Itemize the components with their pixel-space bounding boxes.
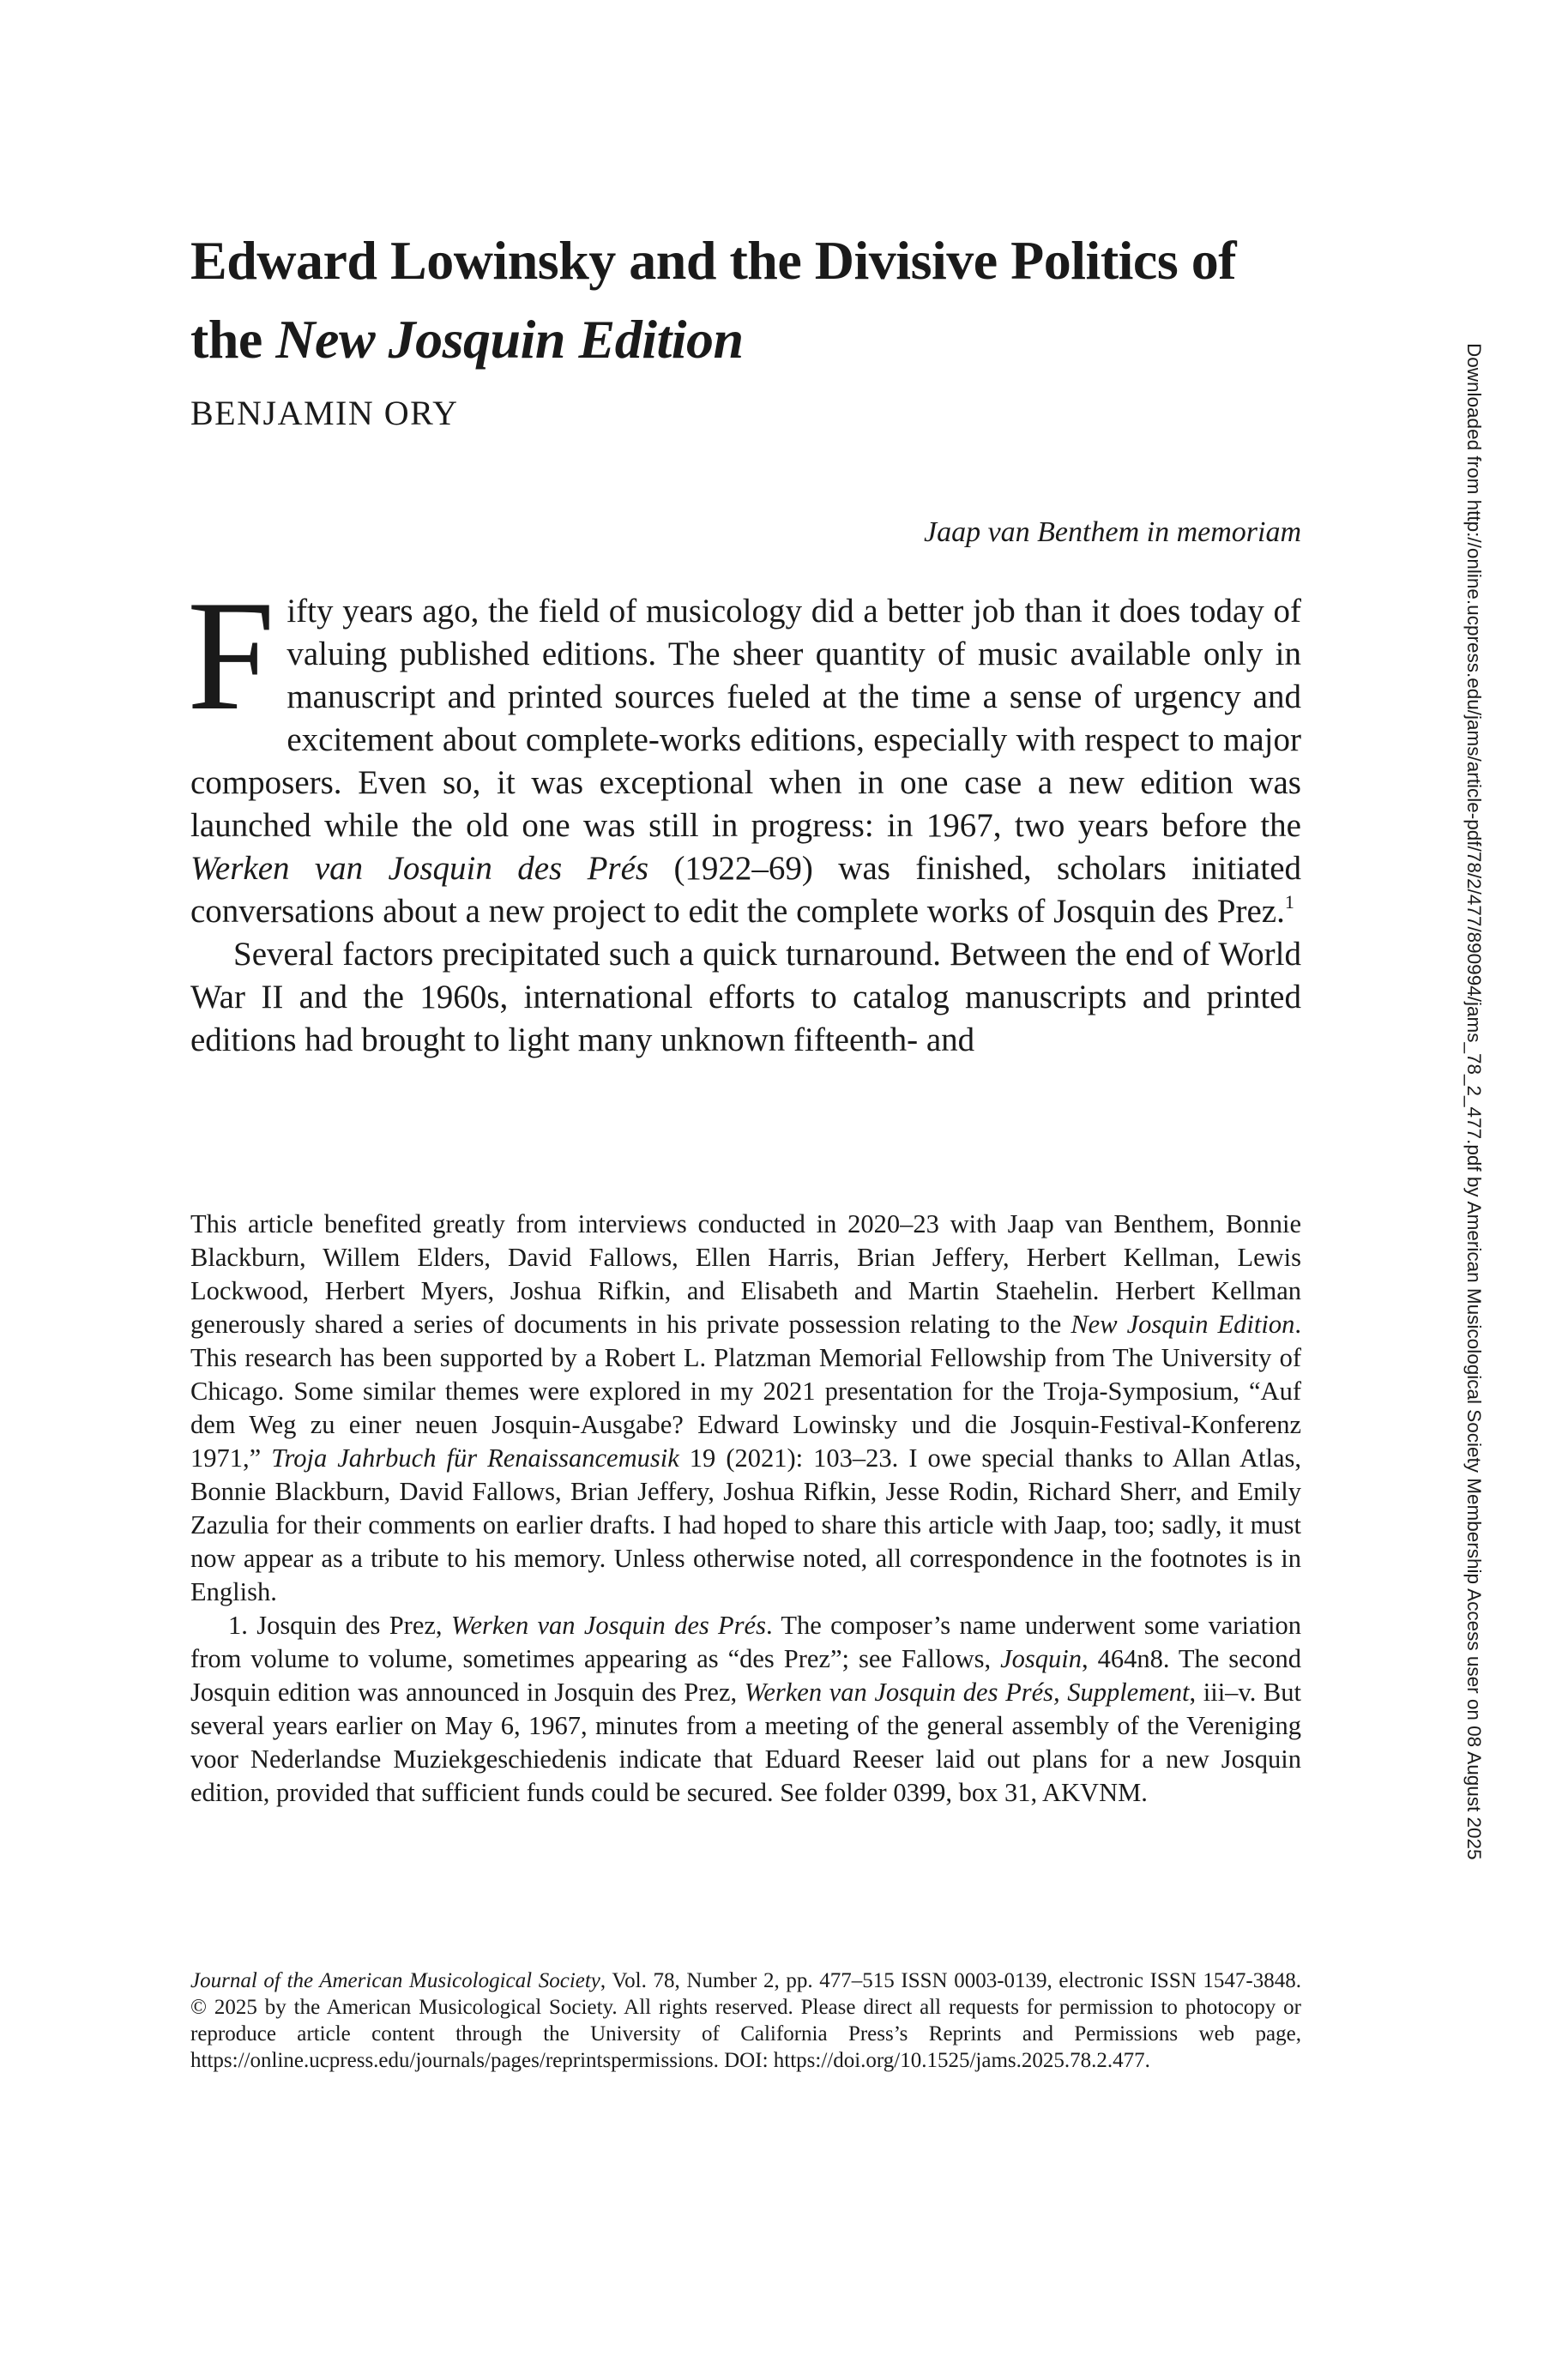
- drop-cap: F: [187, 568, 275, 743]
- ack-italic-2: Troja Jahrbuch für Renaissancemusik: [271, 1443, 679, 1473]
- title-line-2-lead: the: [190, 309, 276, 370]
- body-text: [187, 568, 1302, 1062]
- article-title: [190, 221, 1391, 379]
- fn1-text-c: , 464n8. The second Josquin edition was announced in Josquin des Prez,: [190, 1644, 1301, 1707]
- footnote-1: [190, 1609, 1301, 1810]
- author-name: BENJAMIN ORY: [190, 394, 459, 432]
- download-notice: Downloaded from http://online.ucpress.edu/jams/article-pdf/78/2/477/890994/jams_78_2_477.pdf by American Musicological Society Membership Access user on 08 August 2025: [1463, 343, 1485, 1860]
- download-sidebar: [1459, 343, 1493, 2058]
- dedication: Jaap van Benthem in memoriam: [923, 516, 1301, 548]
- ack-text-a: This article benefited greatly from interviews conducted in 2020–23 with Jaap van Benthem, Bonnie Blackburn, Willem Elders, David Fallows, Ellen Harris, Brian Jeffery, Herbert Kellman, Lewis Lockwood, Herbert Myers, Joshua Rifkin, and Elisabeth and Martin Staehelin. Herbert Kellman generously shared a series of documents in his private possession relating to the: [190, 1209, 1301, 1339]
- journal-details: , Vol. 78, Number 2, pp. 477–515 ISSN 0003-0139, electronic ISSN 1547-3848. © 2025 by the American Musicological Society. All rights reserved. Please direct all requests for permission to photocopy or reproduce article content through the University of California Press’s Reprints and Permissions web page, https://online.ucpress.edu/journals/pages/reprintspermissions. DOI: https://doi.org/10.1525/jams.2025.78.2.477.: [190, 1969, 1301, 2072]
- fn1-italic-2: Josquin: [1000, 1644, 1082, 1673]
- body-p1-text-b: (1922–69) was finished, scholars initiated conversations about a new project to edit the complete works of Josquin des Prez.: [190, 850, 1302, 930]
- ack-italic-1: New Josquin Edition: [1071, 1310, 1295, 1339]
- fn1-text-b: . The composer’s name underwent some variation from volume to volume, sometimes appearing as “des Prez”; see Fallows,: [190, 1611, 1301, 1673]
- footnotes: [190, 1208, 1301, 1810]
- fn1-text-a: 1. Josquin des Prez,: [228, 1611, 451, 1640]
- title-line-2: [190, 300, 1391, 379]
- body-p1-text-a: ifty years ago, the field of musicology did a better job than it does today of valuing published editions. The sheer quantity of music available only in manuscript and printed sources fueled at the time a sense of urgency and excitement about complete-works editions, especially with respect to major composers. Even so, it was exceptional when in one case a new edition was launched while the old one was still in progress: in 1967, two years before the: [190, 593, 1301, 844]
- acknowledgment-note: [190, 1208, 1301, 1609]
- title-line-1: Edward Lowinsky and the Divisive Politics of: [190, 230, 1237, 291]
- fn1-italic-1: Werken van Josquin des Prés: [450, 1611, 766, 1640]
- journal-citation: [190, 1967, 1301, 2074]
- footnote-ref-1[interactable]: 1: [1284, 891, 1294, 913]
- journal-info: [190, 1967, 1301, 2074]
- title-italic-edition: New Josquin Edition: [275, 309, 744, 370]
- ack-text-c: 19 (2021): 103–23. I owe special thanks to Allan Atlas, Bonnie Blackburn, David Fallows, Brian Jeffery, Joshua Rifkin, Jesse Rodin, Richard Sherr, and Emily Zazulia for their comments on earlier drafts. I had hoped to share this article with Jaap, too; sadly, it must now appear as a tribute to his memory. Unless otherwise noted, all correspondence in the footnotes is in English.: [190, 1443, 1302, 1606]
- body-paragraph-2: Several factors precipitated such a quick turnaround. Between the end of World War II and the 1960s, international efforts to catalog manuscripts and printed editions had brought to light many unknown fifteenth- and: [190, 936, 1301, 1058]
- fn1-italic-3: Werken van Josquin des Prés, Supplement: [744, 1678, 1190, 1707]
- ack-text-b: . This research has been supported by a Robert L. Platzman Memorial Fellowship from The University of Chicago. Some similar themes were explored in my 2021 presentation for the Troja-Symposium, “Auf dem Weg zu einer neuen Josquin-Ausgabe? Edward Lowinsky und die Josquin-Festival-Konferenz 1971,”: [190, 1310, 1301, 1473]
- body-paragraph-1: [187, 568, 1302, 933]
- fn1-text-d: , iii–v. But several years earlier on May 6, 1967, minutes from a meeting of the general assembly of the Vereniging voor Nederlandse Muziekgeschiedenis indicate that Eduard Reeser laid out plans for a new Josquin edition, provided that sufficient funds could be secured. See folder 0399, box 31, AKVNM.: [190, 1678, 1301, 1807]
- journal-name: Journal of the American Musicological Society: [190, 1969, 600, 1992]
- body-p1-italic: Werken van Josquin des Prés: [190, 850, 649, 887]
